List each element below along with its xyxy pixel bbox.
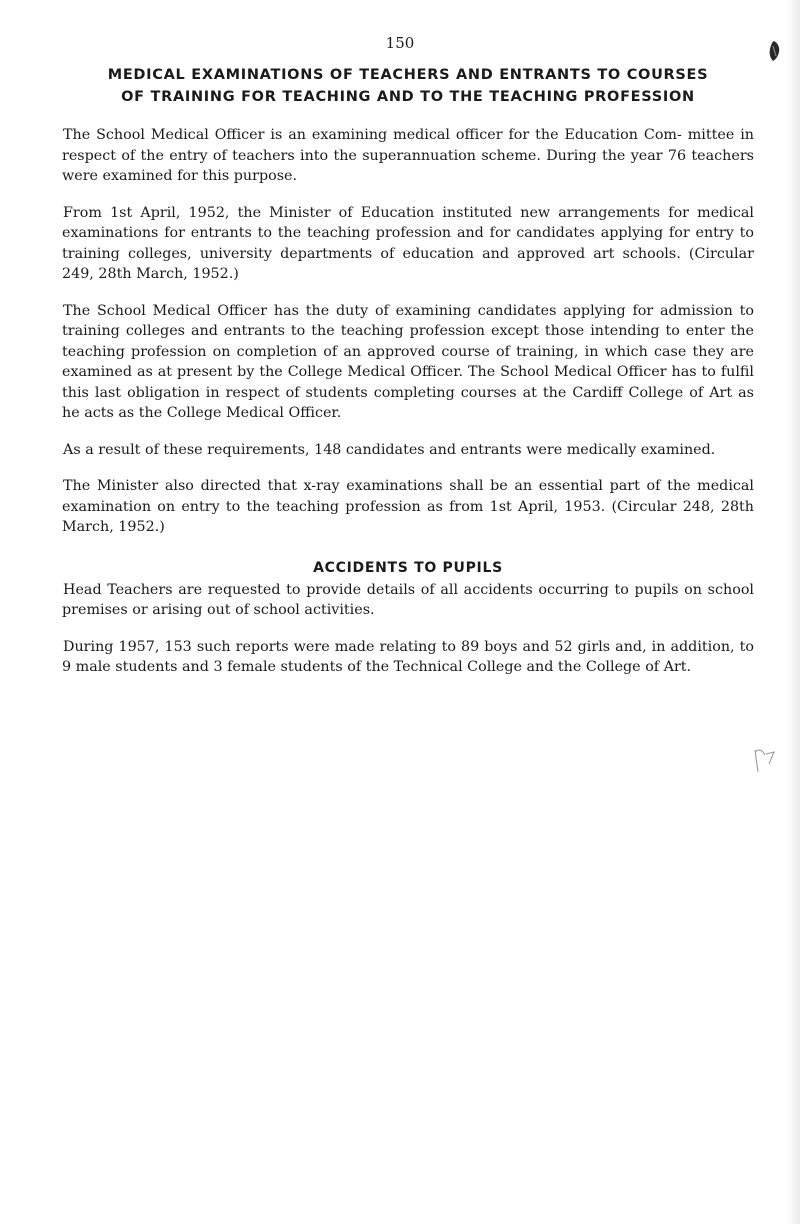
page-title — [62, 64, 754, 108]
paragraph-superannuation: The School Medical Officer is an examining medical officer for the Education Com- mittee in respect of the entry of teachers into the superannuation scheme. During the year 76 teachers were examined for this purpose. — [62, 127, 754, 184]
paragraph-results: As a result of these requirements, 148 candidates and entrants were medically examined. — [63, 441, 716, 458]
paragraph-xray: The Minister also directed that x-ray examinations shall be an essential part of the medical examination on entry to the teaching profession as from 1st April, 1953. (Circular 248, 28th March, 1952.) — [62, 478, 754, 535]
page-edge-shadow — [786, 0, 800, 1224]
paragraph-accident-statistics: During 1957, 153 such reports were made relating to 89 boys and 52 girls and, in addition, to 9 male students and 3 female students of the Technical College and the College of Art. — [62, 638, 754, 675]
paragraph-accident-reporting: Head Teachers are requested to provide details of all accidents occurring to pupils on school premises or arising out of school activities. — [62, 581, 754, 618]
main-content — [62, 64, 754, 694]
pencil-scribble-icon — [752, 746, 778, 774]
paragraph-duty: The School Medical Officer has the duty of examining candidates applying for admission to training colleges and entrants to the teaching profession except those intending to enter the teaching profession on completion of an approved course of training, in which case they are examined as at present by the College Medical Officer. The School Medical Officer has to fulfil this last obligation in respect of students completing courses at the Cardiff College of Art as he acts as the College Medical Officer. — [62, 302, 754, 421]
page-title-line-1: MEDICAL EXAMINATIONS OF TEACHERS AND ENTRANTS TO COURSES — [107, 67, 709, 83]
page-number: 150 — [385, 34, 415, 52]
page-title-line-2: OF TRAINING FOR TEACHING AND TO THE TEACHING PROFESSION — [121, 89, 695, 105]
corner-ink-mark-icon — [767, 40, 781, 62]
paragraph-new-arrangements: From 1st April, 1952, the Minister of Education instituted new arrangements for medical examinations for entrants to the teaching profession and for candidates applying for entry to training colleges, university departments of education and approved art schools. (Circular 249, 28th March, 1952.) — [62, 204, 754, 282]
section-heading-accidents: ACCIDENTS TO PUPILS — [313, 559, 503, 576]
